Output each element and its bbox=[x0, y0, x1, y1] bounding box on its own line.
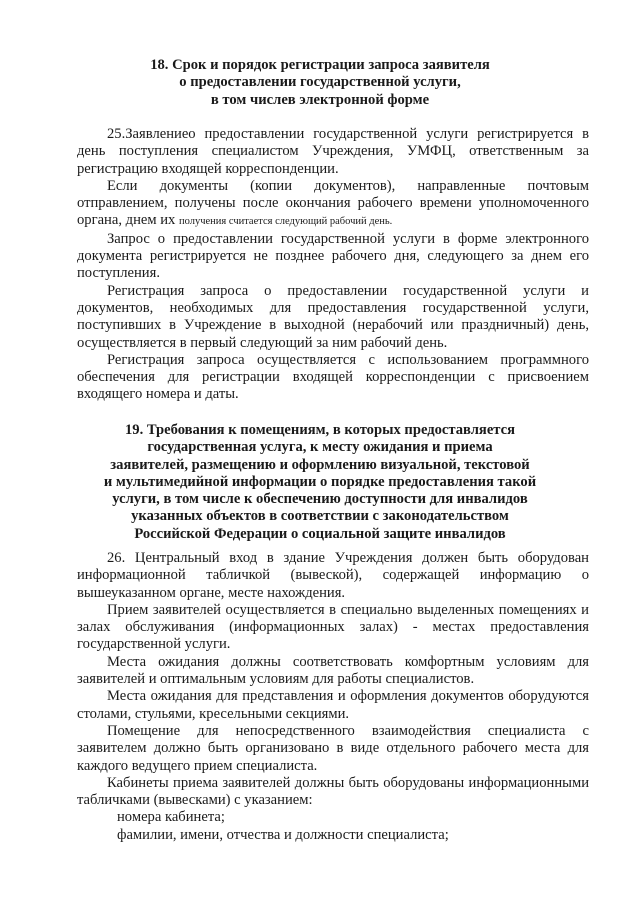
section-19-body bbox=[77, 550, 589, 844]
paragraph-postal-word: их bbox=[160, 212, 176, 229]
paragraph-postal-text: Если документы (копии документов), направленные почтовым отправлением, получены после окончания рабочего времени уполномоченного органа, днем bbox=[77, 177, 589, 229]
paragraph-software-registration: Регистрация запроса осуществляется с использованием программного обеспечения для регистрации входящей корреспонденции с присвоением входящего номера и даты. bbox=[77, 351, 589, 403]
paragraph-reception-rooms: Прием заявителей осуществляется в специально выделенных помещениях и залах обслуживания (информационных залах) - местах предоставления государственной услуги. bbox=[77, 601, 589, 653]
paragraph-workplace: Помещение для непосредственного взаимодействия специалиста с заявителем должно быть организовано в виде отдельного рабочего места для каждого ведущего прием специалиста. bbox=[77, 722, 589, 774]
list-item-office-number: номера кабинета; bbox=[117, 809, 225, 826]
section-19-title-line-7: Российской Федерации о социальной защите инвалидов bbox=[134, 525, 506, 542]
section-19-title-line-5: услуги, в том числе к обеспечению доступности для инвалидов bbox=[112, 491, 528, 508]
paragraph-postal-small-text: получения считается следующий рабочий день. bbox=[179, 216, 393, 228]
list-item-specialist-name: фамилии, имени, отчества и должности специалиста; bbox=[117, 826, 449, 843]
paragraph-postal-documents bbox=[77, 178, 589, 231]
section-19-title-line-2: государственная услуга, к месту ожидания и приема bbox=[147, 439, 493, 456]
paragraph-26: 26. Центральный вход в здание Учреждения должен быть оборудован информационной табличкой (вывеской), содержащей информацию о вышеуказанном органе, месте нахождения. bbox=[77, 550, 589, 601]
section-18-title-line-1: 18. Срок и порядок регистрации запроса заявителя bbox=[150, 57, 490, 73]
paragraph-office-signs: Кабинеты приема заявителей должны быть оборудованы информационными табличками (вывесками) с указанием: bbox=[77, 774, 589, 809]
section-18-heading bbox=[60, 57, 580, 109]
paragraph-weekend-registration: Регистрация запроса о предоставлении государственной услуги и документов, необходимых для предоставления государственной услуги, поступивших в Учреждение в выходной (нерабочий или праздничный) день, осуществляется в первый следующий за ним рабочий день. bbox=[77, 282, 589, 351]
section-18-title-line-2: о предоставлении государственной услуги, bbox=[179, 74, 461, 91]
section-18-title-line-3: в том числев электронной форме bbox=[210, 91, 430, 108]
section-19-heading bbox=[60, 422, 580, 543]
paragraph-waiting-areas: Места ожидания должны соответствовать комфортным условиям для заявителей и оптимальным условиям для работы специалистов. bbox=[77, 653, 589, 688]
section-19-title-line-3: заявителей, размещению и оформлению визуальной, текстовой bbox=[110, 456, 530, 473]
paragraph-25: 25.Заявлениео предоставлении государственной услуги регистрируется в день поступления специалистом Учреждения, УМФЦ, ответственным за регистрацию входящей корреспонденции. bbox=[77, 126, 589, 177]
section-19-title-line-6: указанных объектов в соответствии с законодательством bbox=[131, 508, 509, 525]
section-18-body bbox=[77, 126, 589, 404]
paragraph-waiting-furniture: Места ожидания для представления и оформления документов оборудуются столами, стульями, кресельными секциями. bbox=[77, 688, 589, 722]
section-19-title-line-1: 19. Требования к помещениям, в которых предоставляется bbox=[124, 422, 516, 438]
paragraph-electronic-request: Запрос о предоставлении государственной услуги в форме электронного документа регистрируется не позднее рабочего дня, следующего за днем его поступления. bbox=[77, 230, 589, 282]
section-19-title-line-4: и мультимедийной информации о порядке предоставления такой bbox=[103, 473, 537, 490]
